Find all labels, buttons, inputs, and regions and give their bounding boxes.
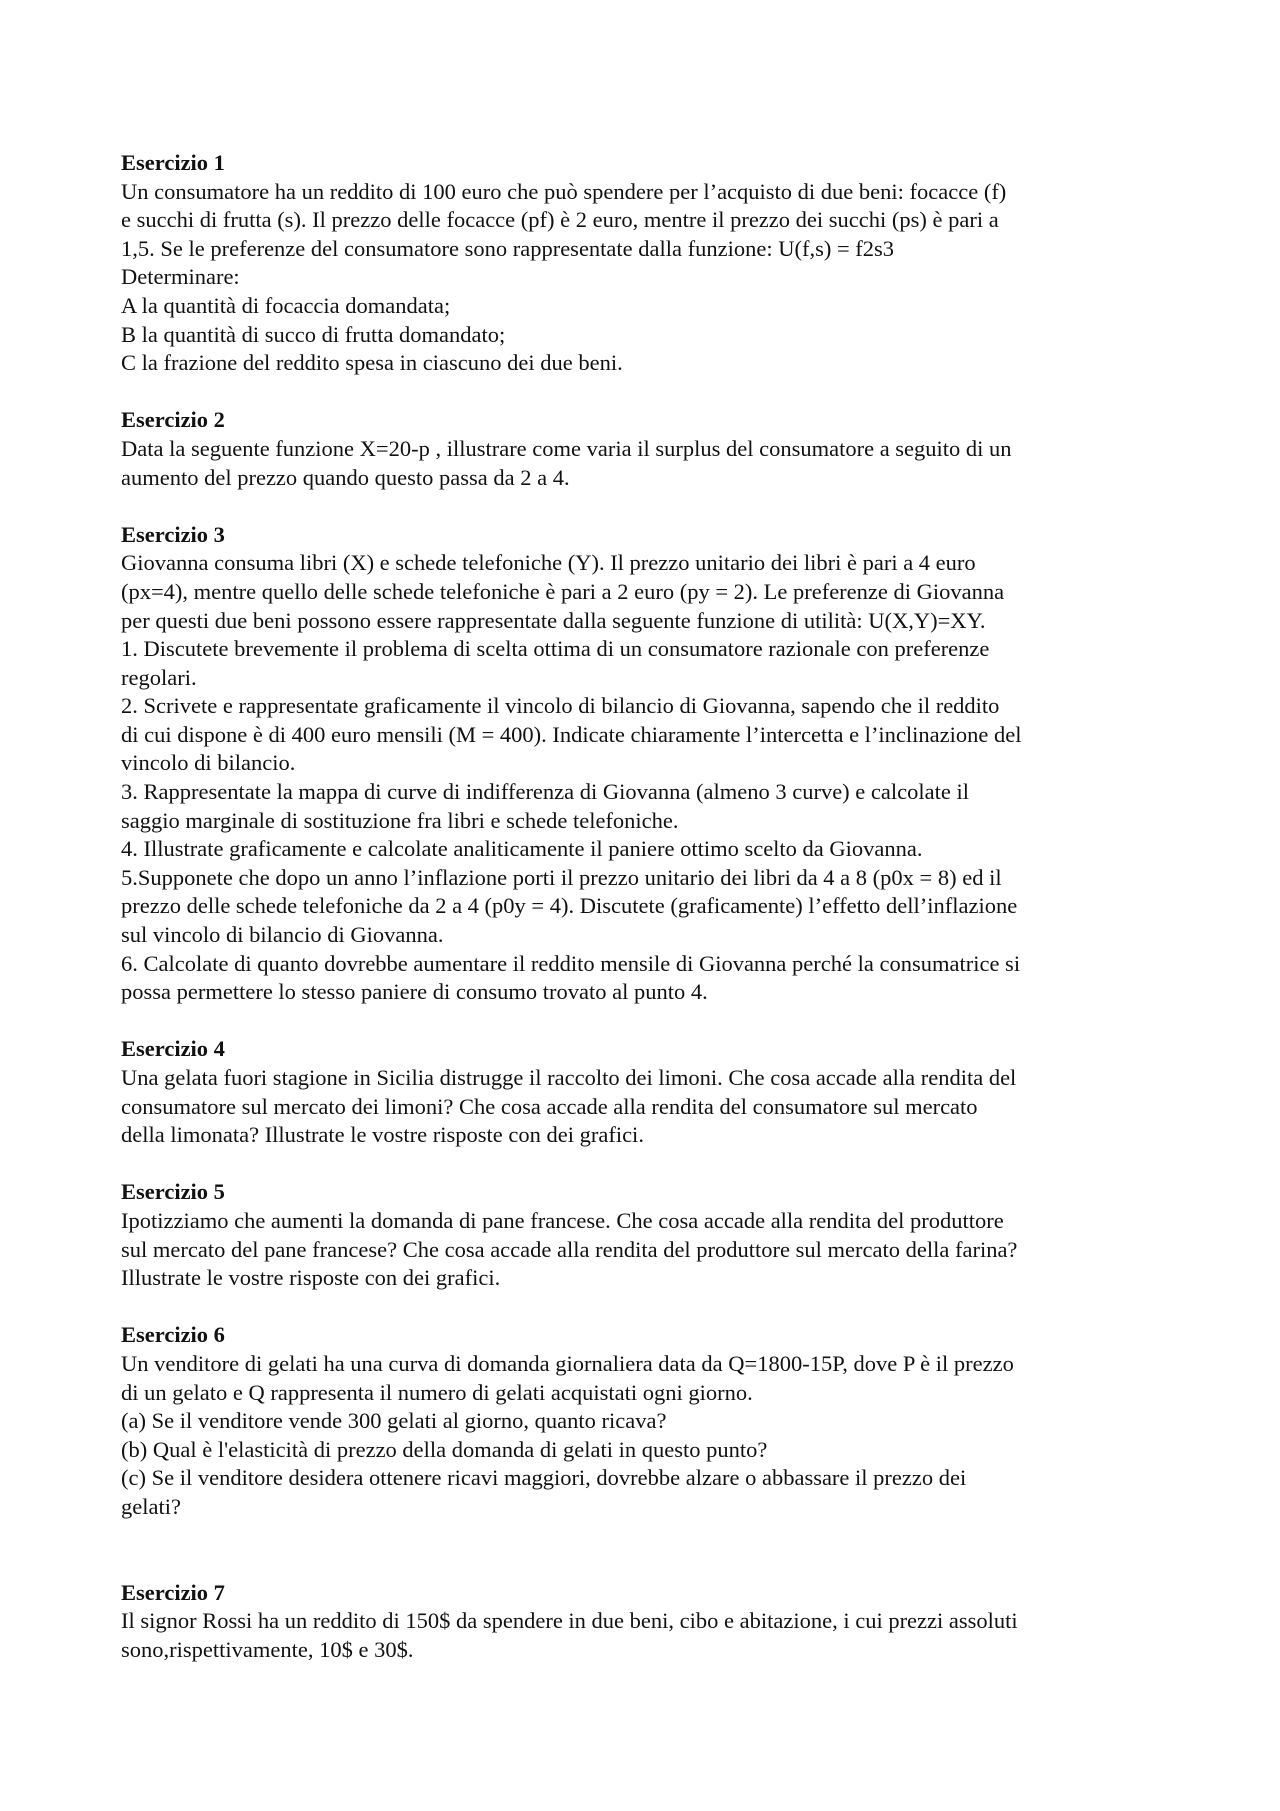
text-line: vincolo di bilancio.: [121, 750, 296, 776]
exercise-7: [121, 1579, 1166, 1665]
text-line: 1,5. Se le preferenze del consumatore sono rappresentate dalla funzione: U(f,s) = f2s3: [121, 235, 895, 261]
text-line: regolari.: [121, 664, 197, 690]
exercise-title: Esercizio 2: [121, 407, 225, 433]
text-line: Un venditore di gelati ha una curva di domanda giornaliera data da Q=1800-15P, dove P è il prezzo: [121, 1350, 1014, 1376]
text-line: C la frazione del reddito spesa in ciascuno dei due beni.: [121, 350, 623, 376]
text-line: B la quantità di succo di frutta domandato;: [121, 321, 506, 347]
text-line: di cui dispone è di 400 euro mensili (M = 400). Indicate chiaramente l’intercetta e l’inclinazione del: [121, 721, 1022, 747]
exercise-title: Esercizio 5: [121, 1179, 225, 1205]
text-line: 5.Supponete che dopo un anno l’inflazione porti il prezzo unitario dei libri da 4 a 8 (p0x = 8) ed il: [121, 864, 1002, 890]
exercise-title: Esercizio 3: [121, 521, 225, 547]
text-line: Illustrate le vostre risposte con dei grafici.: [121, 1265, 501, 1291]
text-line: (b) Qual è l'elasticità di prezzo della domanda di gelati in questo punto?: [121, 1436, 768, 1462]
text-line: 6. Calcolate di quanto dovrebbe aumentare il reddito mensile di Giovanna perché la consumatrice si: [121, 950, 1021, 976]
text-line: Determinare:: [121, 264, 240, 290]
text-line: aumento del prezzo quando questo passa da 2 a 4.: [121, 464, 570, 490]
exercise-1: [121, 149, 1166, 378]
text-line: sono,rispettivamente, 10$ e 30$.: [121, 1636, 414, 1662]
text-line: della limonata? Illustrate le vostre risposte con dei grafici.: [121, 1122, 644, 1148]
text-line: sul mercato del pane francese? Che cosa accade alla rendita del produttore sul mercato della farina?: [121, 1236, 1018, 1262]
text-line: saggio marginale di sostituzione fra libri e schede telefoniche.: [121, 807, 679, 833]
text-line: Il signor Rossi ha un reddito di 150$ da spendere in due beni, cibo e abitazione, i cui prezzi assoluti: [121, 1608, 1018, 1634]
exercise-6: [121, 1321, 1166, 1521]
text-line: A la quantità di focaccia domandata;: [121, 292, 451, 318]
text-line: (a) Se il venditore vende 300 gelati al giorno, quanto ricava?: [121, 1408, 667, 1434]
exercise-title: Esercizio 7: [121, 1579, 225, 1605]
text-line: 1. Discutete brevemente il problema di scelta ottima di un consumatore razionale con preferenze: [121, 636, 990, 662]
exercise-5: [121, 1178, 1166, 1292]
text-line: Data la seguente funzione X=20-p , illustrare come varia il surplus del consumatore a seguito di un: [121, 435, 1012, 461]
text-line: consumatore sul mercato dei limoni? Che cosa accade alla rendita del consumatore sul mercato: [121, 1093, 978, 1119]
text-line: Un consumatore ha un reddito di 100 euro che può spendere per l’acquisto di due beni: focacce (f): [121, 178, 1007, 204]
exercise-3: [121, 521, 1166, 1007]
text-line: (c) Se il venditore desidera ottenere ricavi maggiori, dovrebbe alzare o abbassare il prezzo dei: [121, 1465, 967, 1491]
text-line: (px=4), mentre quello delle schede telefoniche è pari a 2 euro (py = 2). Le preferenze di Giovanna: [121, 578, 1005, 604]
text-line: Ipotizziamo che aumenti la domanda di pane francese. Che cosa accade alla rendita del produttore: [121, 1207, 1004, 1233]
text-line: di un gelato e Q rappresenta il numero di gelati acquistati ogni giorno.: [121, 1379, 753, 1405]
text-line: 2. Scrivete e rappresentate graficamente il vincolo di bilancio di Giovanna, sapendo che il reddito: [121, 693, 1000, 719]
text-line: sul vincolo di bilancio di Giovanna.: [121, 922, 444, 948]
text-line: gelati?: [121, 1493, 181, 1519]
text-line: possa permettere lo stesso paniere di consumo trovato al punto 4.: [121, 979, 708, 1005]
text-line: prezzo delle schede telefoniche da 2 a 4 (p0y = 4). Discutete (graficamente) l’effetto dell’inflazione: [121, 893, 1018, 919]
exercise-title: Esercizio 6: [121, 1322, 225, 1348]
text-line: 3. Rappresentate la mappa di curve di indifferenza di Giovanna (almeno 3 curve) e calcolate il: [121, 779, 969, 805]
exercise-4: [121, 1035, 1166, 1149]
text-line: Giovanna consuma libri (X) e schede telefoniche (Y). Il prezzo unitario dei libri è pari a 4 euro: [121, 550, 976, 576]
text-line: 4. Illustrate graficamente e calcolate analiticamente il paniere ottimo scelto da Giovanna.: [121, 836, 923, 862]
exercise-2: [121, 406, 1166, 492]
exercise-title: Esercizio 1: [121, 150, 225, 175]
document-page: [121, 149, 1166, 1693]
text-line: per questi due beni possono essere rappresentate dalla seguente funzione di utilità: U(X,Y)=XY.: [121, 607, 986, 633]
text-line: Una gelata fuori stagione in Sicilia distrugge il raccolto dei limoni. Che cosa accade alla rendita del: [121, 1065, 1017, 1090]
text-line: e succhi di frutta (s). Il prezzo delle focacce (pf) è 2 euro, mentre il prezzo dei succhi (ps) è pari a: [121, 207, 999, 233]
exercise-title: Esercizio 4: [121, 1036, 225, 1062]
